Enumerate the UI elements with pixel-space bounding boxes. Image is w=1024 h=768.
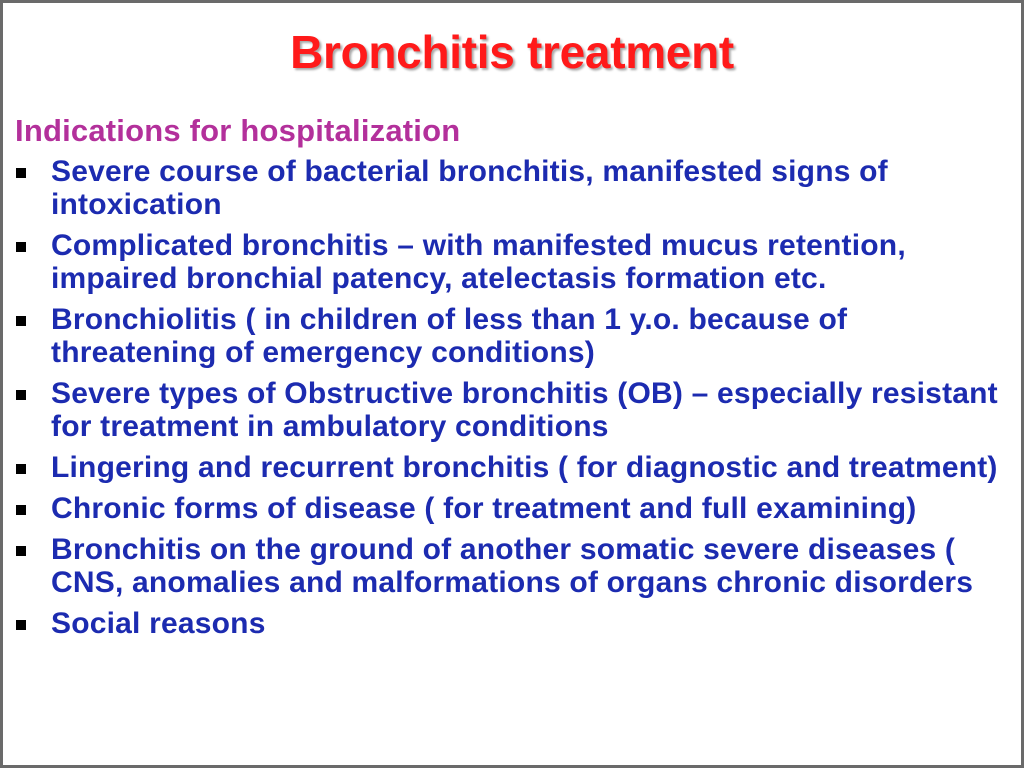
list-item bbox=[3, 155, 1013, 221]
list-item-text: Bronchitis on the ground of another somatic severe diseases ( CNS, anomalies and malformations of organs chronic disorders bbox=[51, 533, 974, 599]
list-item bbox=[3, 607, 1013, 640]
square-bullet-icon bbox=[16, 316, 26, 326]
list-item bbox=[3, 377, 1013, 443]
list-item-text: Chronic forms of disease ( for treatment and full examining) bbox=[51, 492, 917, 525]
square-bullet-icon bbox=[16, 168, 26, 178]
square-bullet-icon bbox=[16, 620, 26, 630]
section-subtitle: Indications for hospitalization bbox=[15, 113, 461, 148]
list-item bbox=[3, 451, 1013, 484]
indications-list bbox=[3, 155, 1013, 648]
slide-title: Bronchitis treatment bbox=[290, 26, 734, 78]
list-item-text: Bronchiolitis ( in children of less than 1 y.o. because of threatening of emergency conditions) bbox=[51, 303, 848, 369]
square-bullet-icon bbox=[16, 390, 26, 400]
list-item-text: Lingering and recurrent bronchitis ( for diagnostic and treatment) bbox=[51, 451, 998, 484]
list-item bbox=[3, 533, 1013, 599]
list-item bbox=[3, 492, 1013, 525]
list-item-text: Complicated bronchitis – with manifested mucus retention, impaired bronchial patency, atelectasis formation etc. bbox=[51, 229, 906, 295]
list-item bbox=[3, 303, 1013, 369]
square-bullet-icon bbox=[16, 546, 26, 556]
square-bullet-icon bbox=[16, 505, 26, 515]
list-item-text: Severe course of bacterial bronchitis, manifested signs of intoxication bbox=[51, 155, 888, 221]
list-item-text: Social reasons bbox=[51, 607, 266, 640]
list-item-text: Severe types of Obstructive bronchitis (OB) – especially resistant for treatment in ambulatory conditions bbox=[51, 377, 998, 443]
list-item bbox=[3, 229, 1013, 295]
square-bullet-icon bbox=[16, 242, 26, 252]
square-bullet-icon bbox=[16, 464, 26, 474]
